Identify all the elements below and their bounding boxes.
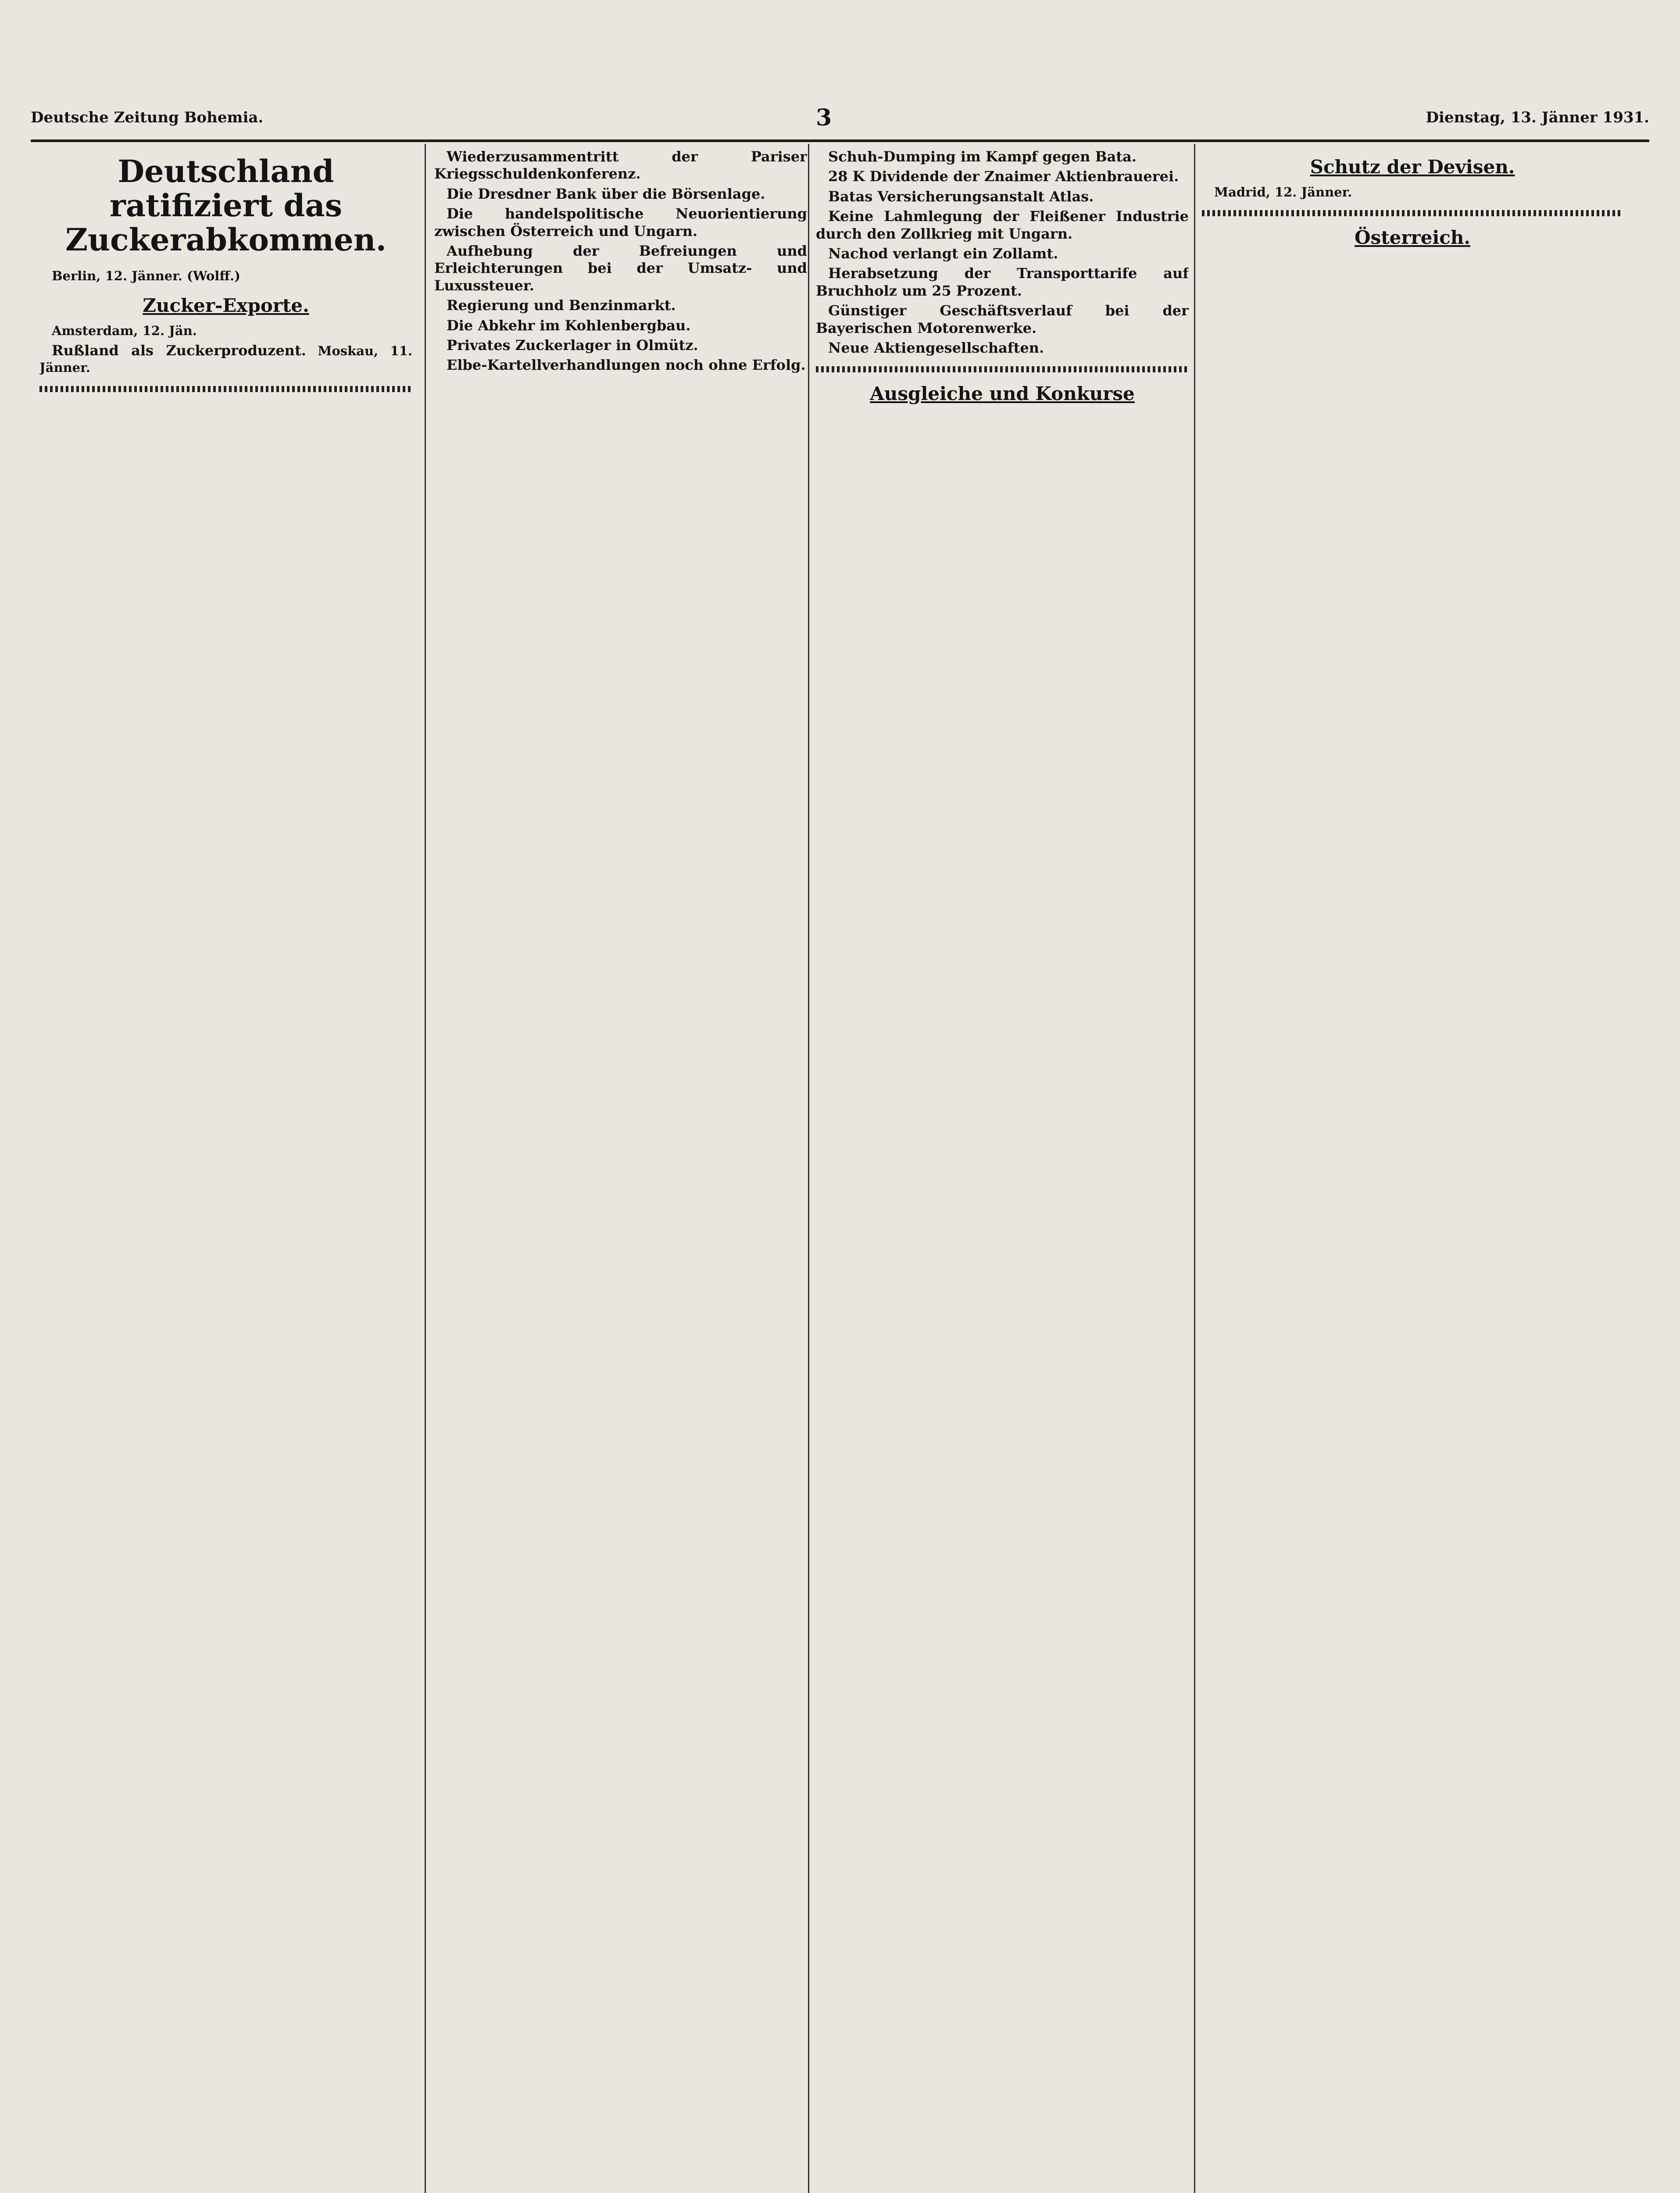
column-4 <box>1202 146 1623 2193</box>
article-heading: Aufhebung der Befreiungen und Erleichterungen bei der Umsatz- und Luxussteuer. <box>434 243 807 294</box>
column-3 <box>816 146 1189 2193</box>
section-separator <box>39 386 412 392</box>
article-paragraph <box>434 317 807 334</box>
article-heading: Rußland als Zuckerproduzent. <box>52 342 306 359</box>
issue-date: Dienstag, 13. Jänner 1931. <box>1426 109 1649 126</box>
dateline: Amsterdam, 12. Jän. <box>52 323 197 339</box>
article-heading: Regierung und Benzinmarkt. <box>447 297 676 314</box>
column-divider <box>1194 144 1195 2193</box>
article-paragraph <box>434 148 807 183</box>
article-paragraph <box>816 208 1189 243</box>
article-paragraph <box>816 168 1189 185</box>
column-divider <box>808 144 809 2193</box>
lead-headline: Deutschland ratifiziert das Zuckerabkommen. <box>65 153 386 258</box>
article-paragraph <box>816 148 1189 165</box>
dateline: Berlin, 12. Jänner. (Wolff.) <box>52 268 240 283</box>
article-paragraph <box>434 243 807 294</box>
article-heading: Schuh-Dumping im Kampf gegen Bata. <box>828 148 1137 165</box>
running-head <box>31 104 1649 139</box>
article-heading: Günstiger Geschäftsverlauf bei der Bayerischen Motorenwerke. <box>816 302 1189 336</box>
section-heading: Ausgleiche und Konkurse <box>870 383 1135 405</box>
article-paragraph <box>816 245 1189 262</box>
column-1 <box>39 146 412 2193</box>
article-paragraph <box>816 265 1189 300</box>
article-heading: Nachod verlangt ein Zollamt. <box>828 245 1058 262</box>
dateline: Moskau, 11. Jänner. <box>39 343 412 375</box>
article-paragraph <box>434 357 807 374</box>
section-heading: Zucker-Exporte. <box>143 295 309 317</box>
article-paragraph <box>434 186 807 203</box>
article-heading: Neue Aktiengesellschaften. <box>828 339 1044 357</box>
article-heading: Privates Zuckerlager in Olmütz. <box>447 337 698 354</box>
page-number: 3 <box>816 104 832 131</box>
article-heading: Elbe-Kartellverhandlungen noch ohne Erfolg. <box>447 357 806 374</box>
article-paragraph <box>434 205 807 240</box>
column-2 <box>434 146 807 2193</box>
article-heading: Batas Versicherungsanstalt Atlas. <box>828 188 1094 205</box>
article-paragraph <box>39 342 412 376</box>
section-separator <box>1202 210 1623 216</box>
newspaper-name: Deutsche Zeitung Bohemia. <box>31 109 264 126</box>
article-heading: Keine Lahmlegung der Fleißener Industrie durch den Zollkrieg mit Ungarn. <box>816 208 1189 242</box>
article-heading: 28 K Dividende der Znaimer Aktienbrauerei. <box>828 168 1179 185</box>
article-lead <box>39 268 412 284</box>
article-paragraph <box>816 188 1189 205</box>
article-heading: Wiederzusammentritt der Pariser Kriegsschuldenkonferenz. <box>434 148 807 182</box>
section-heading: Schutz der Devisen. <box>1310 156 1515 178</box>
article-paragraph <box>816 339 1189 357</box>
article-heading: Die handelspolitische Neuorientierung zwischen Österreich und Ungarn. <box>434 205 807 239</box>
column-divider <box>425 144 426 2193</box>
article-paragraph <box>434 337 807 354</box>
dateline: Madrid, 12. Jänner. <box>1214 185 1352 200</box>
article-paragraph <box>39 322 412 339</box>
section-heading: Österreich. <box>1354 227 1471 249</box>
header-rule <box>31 139 1649 142</box>
article-paragraph <box>816 302 1189 337</box>
article-heading: Die Abkehr im Kohlenbergbau. <box>447 317 691 334</box>
section-separator <box>816 366 1189 372</box>
article-lead <box>1202 184 1623 200</box>
article-heading: Herabsetzung der Transporttarife auf Bruchholz um 25 Prozent. <box>816 265 1189 299</box>
article-paragraph <box>434 297 807 314</box>
article-heading: Die Dresdner Bank über die Börsenlage. <box>447 185 765 202</box>
